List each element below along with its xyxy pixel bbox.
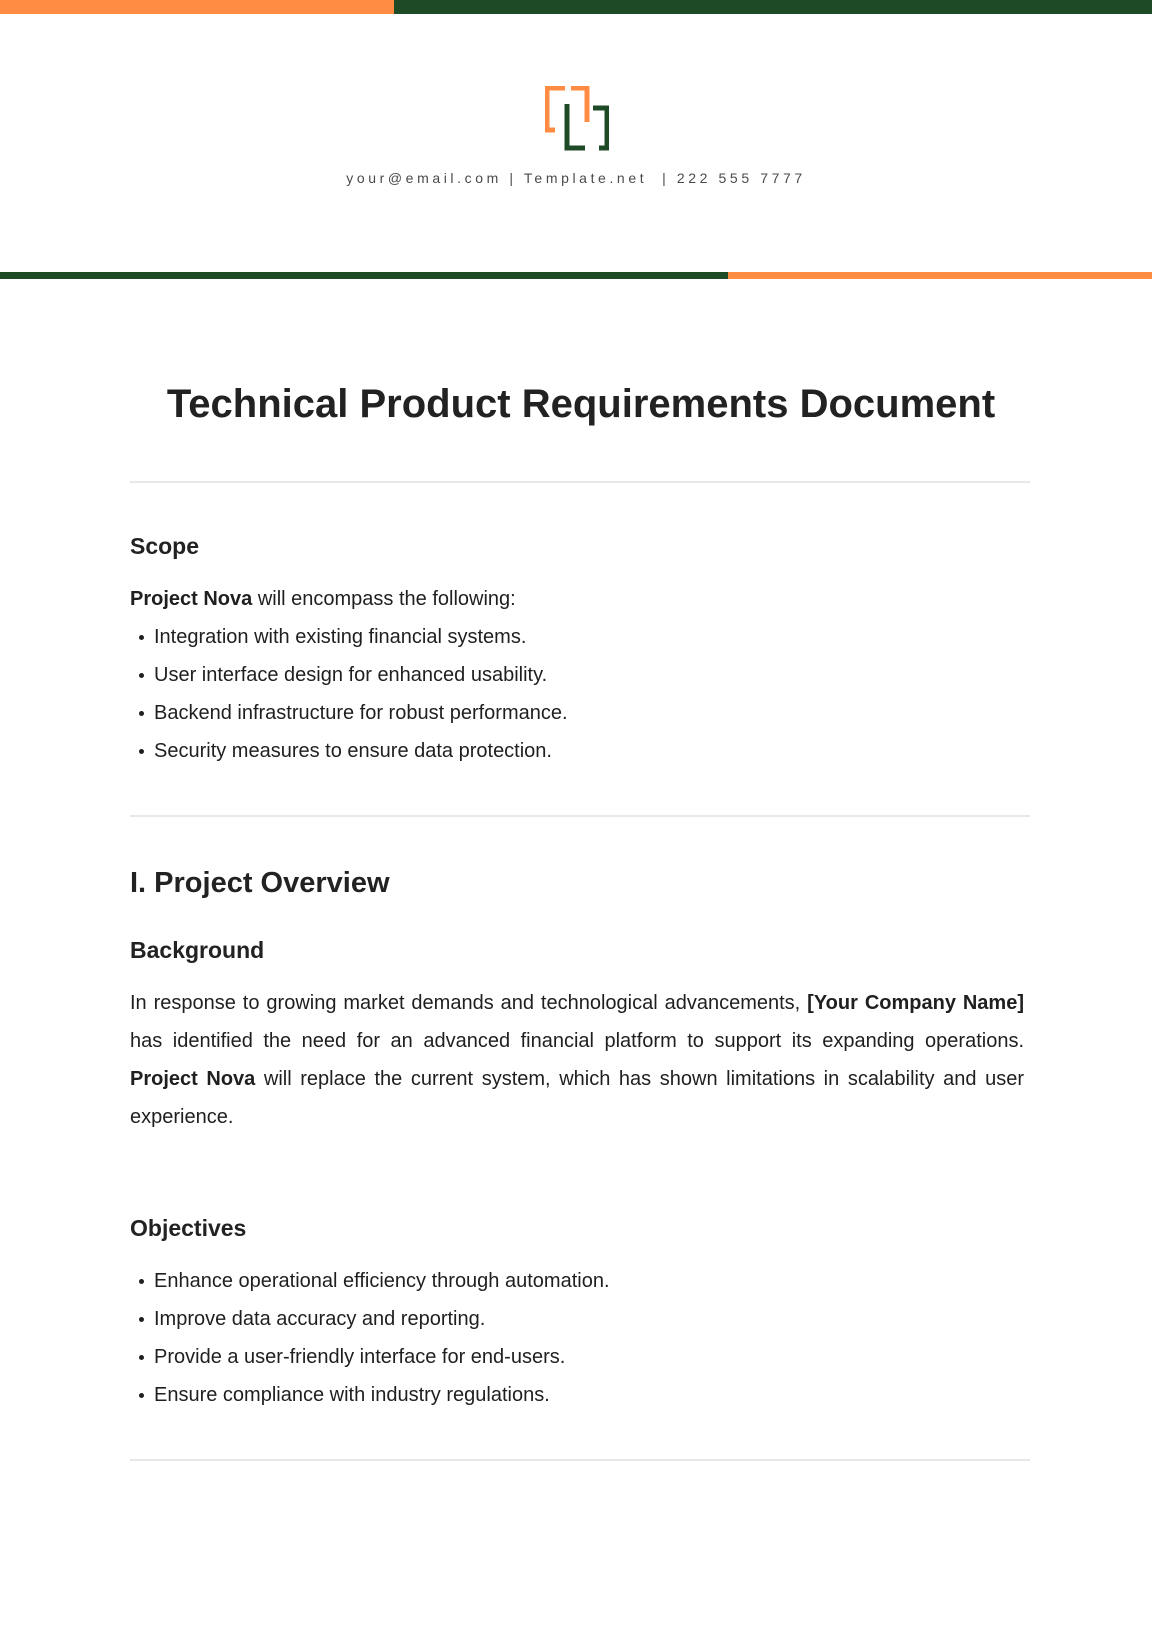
scope-intro-project-name: Project Nova [130, 588, 253, 610]
objectives-heading: Objectives [130, 1215, 247, 1241]
section-divider [130, 1459, 1030, 1461]
background-text-segment: will replace the current system, which has shown limitations in scalability and user experience. [130, 1068, 1025, 1128]
objectives-list-item: Ensure compliance with industry regulations. [130, 1376, 610, 1414]
objectives-list-item: Improve data accuracy and reporting. [130, 1300, 610, 1338]
section-divider [130, 815, 1030, 817]
section-divider [130, 481, 1030, 483]
scope-intro [130, 588, 516, 611]
document-title: Technical Product Requirements Document [166, 382, 996, 426]
scope-list-item: User interface design for enhanced usability. [130, 656, 568, 694]
project-overview-heading: I. Project Overview [130, 867, 390, 899]
scope-list [130, 618, 568, 770]
top-accent-bar-green [394, 0, 1152, 14]
background-paragraph [130, 984, 1024, 1136]
objectives-list-item: Provide a user-friendly interface for end-users. [130, 1338, 610, 1376]
top-accent-bar-orange [0, 0, 394, 14]
divider-bar-orange [728, 272, 1152, 279]
background-text-segment: In response to growing market demands and technological advancements, [130, 992, 808, 1014]
background-emphasis: [Your Company Name] [807, 992, 1024, 1014]
objectives-list-item: Enhance operational efficiency through automation. [130, 1262, 610, 1300]
divider-bar-green [0, 272, 728, 279]
background-text-segment: has identified the need for an advanced financial platform to support its expanding operations. [130, 1030, 1024, 1052]
scope-list-item: Backend infrastructure for robust performance. [130, 694, 568, 732]
contact-line [0, 170, 1152, 186]
scope-heading: Scope [130, 533, 200, 559]
bracket-logo-icon [545, 86, 609, 152]
scope-list-item: Integration with existing financial systems. [130, 618, 568, 656]
objectives-list [130, 1262, 610, 1414]
contact-line-text: your@email.com | Template.net | 222 555 7777 [346, 170, 806, 186]
scope-list-item: Security measures to ensure data protection. [130, 732, 568, 770]
background-heading: Background [130, 937, 265, 963]
background-emphasis: Project Nova [130, 1068, 256, 1090]
scope-intro-text: will encompass the following: [252, 588, 516, 610]
